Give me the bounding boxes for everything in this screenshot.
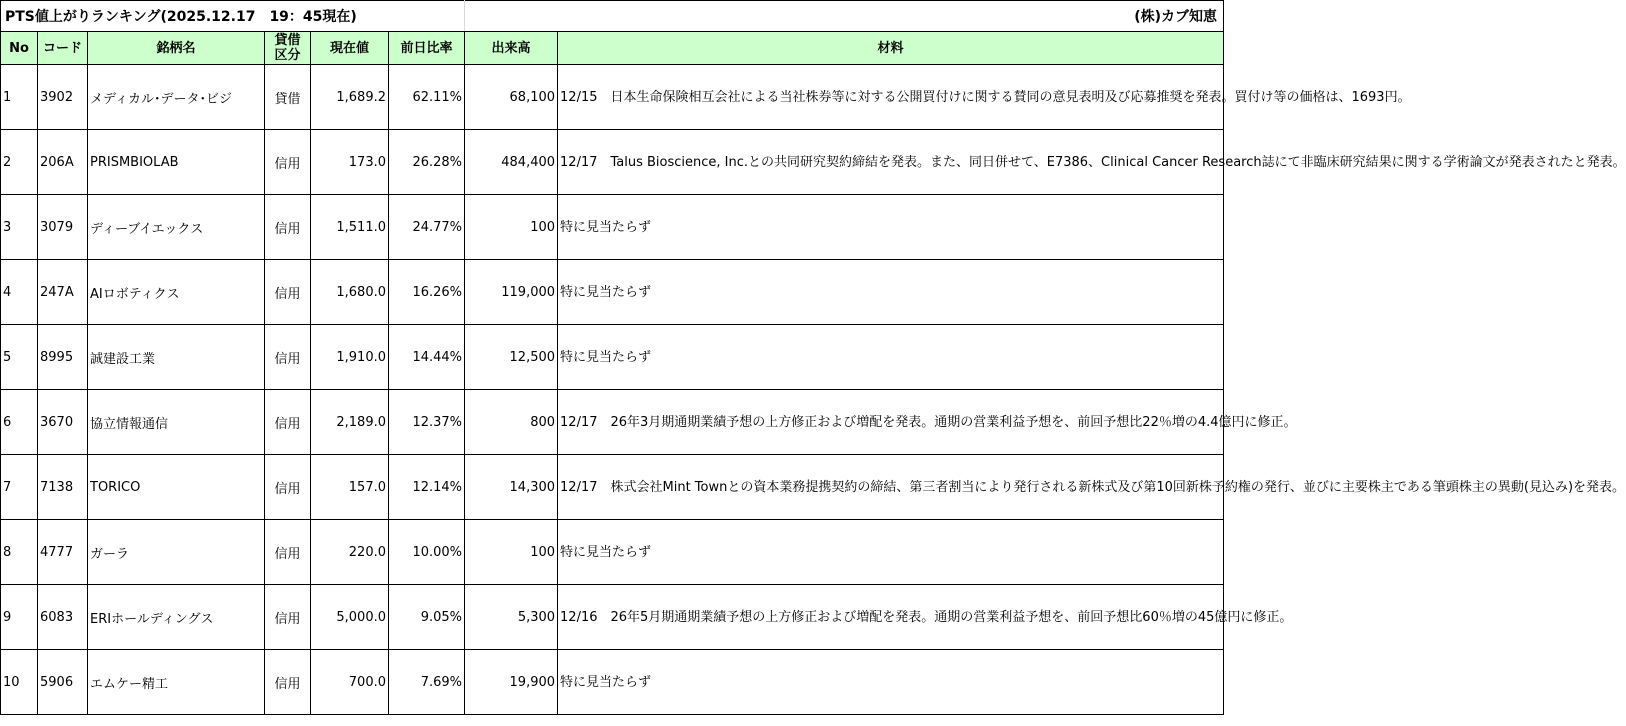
cell-stock-name[interactable]: ERIホールディングス xyxy=(88,585,265,650)
cell-code[interactable]: 3670 xyxy=(38,390,88,455)
cell-change-rate[interactable]: 7.69% xyxy=(389,650,465,715)
cell-no[interactable]: 10 xyxy=(1,650,38,715)
header-change[interactable]: 前日比率 xyxy=(389,32,465,65)
table-row xyxy=(1,650,1224,715)
header-volume[interactable]: 出来高 xyxy=(465,32,558,65)
company-name: (株)カブ知恵 xyxy=(558,1,1224,32)
cell-margin-type[interactable]: 信用 xyxy=(265,585,311,650)
cell-change-rate[interactable]: 26.28% xyxy=(389,130,465,195)
cell-change-rate[interactable]: 10.00% xyxy=(389,520,465,585)
cell-material[interactable]: 12/16 26年5月期通期業績予想の上方修正および増配を発表。通期の営業利益予想を、前回予想比60％増の45億円に修正。 xyxy=(558,585,1224,650)
cell-no[interactable]: 1 xyxy=(1,65,38,130)
cell-no[interactable]: 2 xyxy=(1,130,38,195)
cell-volume[interactable]: 800 xyxy=(465,390,558,455)
cell-change-rate[interactable]: 62.11% xyxy=(389,65,465,130)
cell-stock-name[interactable]: TORICO xyxy=(88,455,265,520)
cell-price[interactable]: 5,000.0 xyxy=(311,585,389,650)
cell-material[interactable]: 特に見当たらず xyxy=(558,260,1224,325)
cell-code[interactable]: 3902 xyxy=(38,65,88,130)
header-code[interactable]: コード xyxy=(38,32,88,65)
cell-change-rate[interactable]: 14.44% xyxy=(389,325,465,390)
cell-code[interactable]: 206A xyxy=(38,130,88,195)
cell-code[interactable]: 6083 xyxy=(38,585,88,650)
cell-margin-type[interactable]: 信用 xyxy=(265,195,311,260)
header-row xyxy=(1,32,1224,65)
table-row xyxy=(1,130,1224,195)
cell-material[interactable]: 特に見当たらず xyxy=(558,325,1224,390)
table-row xyxy=(1,455,1224,520)
cell-no[interactable]: 5 xyxy=(1,325,38,390)
cell-stock-name[interactable]: 協立情報通信 xyxy=(88,390,265,455)
title-row xyxy=(1,1,1224,32)
cell-material[interactable]: 12/15 日本生命保険相互会社による当社株券等に対する公開買付けに関する賛同の意見表明及び応募推奨を発表。買付け等の価格は、1693円。 xyxy=(558,65,1224,130)
cell-no[interactable]: 7 xyxy=(1,455,38,520)
cell-change-rate[interactable]: 12.14% xyxy=(389,455,465,520)
cell-margin-type[interactable]: 信用 xyxy=(265,520,311,585)
cell-price[interactable]: 1,511.0 xyxy=(311,195,389,260)
cell-change-rate[interactable]: 16.26% xyxy=(389,260,465,325)
cell-price[interactable]: 173.0 xyxy=(311,130,389,195)
cell-change-rate[interactable]: 24.77% xyxy=(389,195,465,260)
cell-stock-name[interactable]: AIロボティクス xyxy=(88,260,265,325)
cell-code[interactable]: 5906 xyxy=(38,650,88,715)
cell-volume[interactable]: 100 xyxy=(465,195,558,260)
table-row xyxy=(1,585,1224,650)
table-row xyxy=(1,195,1224,260)
cell-stock-name[interactable]: メディカル･データ･ビジ xyxy=(88,65,265,130)
header-price[interactable]: 現在値 xyxy=(311,32,389,65)
cell-material[interactable]: 特に見当たらず xyxy=(558,520,1224,585)
cell-stock-name[interactable]: ガーラ xyxy=(88,520,265,585)
header-type[interactable] xyxy=(265,32,311,65)
cell-margin-type[interactable]: 信用 xyxy=(265,260,311,325)
header-no[interactable]: No xyxy=(1,32,38,65)
cell-code[interactable]: 8995 xyxy=(38,325,88,390)
header-name[interactable]: 銘柄名 xyxy=(88,32,265,65)
cell-price[interactable]: 1,910.0 xyxy=(311,325,389,390)
cell-volume[interactable]: 5,300 xyxy=(465,585,558,650)
cell-volume[interactable]: 19,900 xyxy=(465,650,558,715)
cell-margin-type[interactable]: 信用 xyxy=(265,325,311,390)
page-title: PTS値上がりランキング(2025.12.17 19：45現在) xyxy=(1,1,465,32)
cell-price[interactable]: 157.0 xyxy=(311,455,389,520)
cell-price[interactable]: 1,680.0 xyxy=(311,260,389,325)
cell-margin-type[interactable]: 信用 xyxy=(265,455,311,520)
cell-margin-type[interactable]: 貸借 xyxy=(265,65,311,130)
cell-material[interactable]: 12/17 26年3月期通期業績予想の上方修正および増配を発表。通期の営業利益予想を、前回予想比22％増の4.4億円に修正。 xyxy=(558,390,1224,455)
cell-no[interactable]: 9 xyxy=(1,585,38,650)
header-type-line2: 区分 xyxy=(274,48,301,63)
cell-no[interactable]: 3 xyxy=(1,195,38,260)
cell-volume[interactable]: 484,400 xyxy=(465,130,558,195)
cell-volume[interactable]: 14,300 xyxy=(465,455,558,520)
cell-volume[interactable]: 119,000 xyxy=(465,260,558,325)
cell-material[interactable]: 特に見当たらず xyxy=(558,195,1224,260)
table-row xyxy=(1,260,1224,325)
cell-no[interactable]: 8 xyxy=(1,520,38,585)
cell-no[interactable]: 4 xyxy=(1,260,38,325)
cell-margin-type[interactable]: 信用 xyxy=(265,390,311,455)
cell-volume[interactable]: 12,500 xyxy=(465,325,558,390)
cell-price[interactable]: 2,189.0 xyxy=(311,390,389,455)
cell-stock-name[interactable]: エムケー精工 xyxy=(88,650,265,715)
cell-no[interactable]: 6 xyxy=(1,390,38,455)
header-type-line1: 貸借 xyxy=(274,33,301,48)
cell-change-rate[interactable]: 9.05% xyxy=(389,585,465,650)
cell-stock-name[interactable]: 誠建設工業 xyxy=(88,325,265,390)
table-row xyxy=(1,325,1224,390)
cell-code[interactable]: 7138 xyxy=(38,455,88,520)
cell-material[interactable]: 12/17 株式会社Mint Townとの資本業務提携契約の締結、第三者割当により発行される新株式及び第10回新株予約権の発行、並びに主要株主である筆頭株主の異動(見込み)を発表。 xyxy=(558,455,1224,520)
table-row xyxy=(1,65,1224,130)
cell-material[interactable]: 特に見当たらず xyxy=(558,650,1224,715)
cell-price[interactable]: 220.0 xyxy=(311,520,389,585)
cell-volume[interactable]: 68,100 xyxy=(465,65,558,130)
table-row xyxy=(1,520,1224,585)
title-spacer xyxy=(465,1,558,32)
cell-price[interactable]: 1,689.2 xyxy=(311,65,389,130)
cell-stock-name[interactable]: ディーブイエックス xyxy=(88,195,265,260)
cell-code[interactable]: 3079 xyxy=(38,195,88,260)
cell-margin-type[interactable]: 信用 xyxy=(265,130,311,195)
cell-code[interactable]: 247A xyxy=(38,260,88,325)
cell-change-rate[interactable]: 12.37% xyxy=(389,390,465,455)
cell-price[interactable]: 700.0 xyxy=(311,650,389,715)
header-material[interactable]: 材料 xyxy=(558,32,1224,65)
cell-volume[interactable]: 100 xyxy=(465,520,558,585)
cell-material[interactable]: 12/17 Talus Bioscience, Inc.との共同研究契約締結を発表。また、同日併せて、E7386、Clinical Cancer Research誌にて非臨床研究結果に関する学術論文が発表されたと発表。 xyxy=(558,130,1224,195)
cell-code[interactable]: 4777 xyxy=(38,520,88,585)
table-row xyxy=(1,390,1224,455)
cell-stock-name[interactable]: PRISMBIOLAB xyxy=(88,130,265,195)
cell-margin-type[interactable]: 信用 xyxy=(265,650,311,715)
